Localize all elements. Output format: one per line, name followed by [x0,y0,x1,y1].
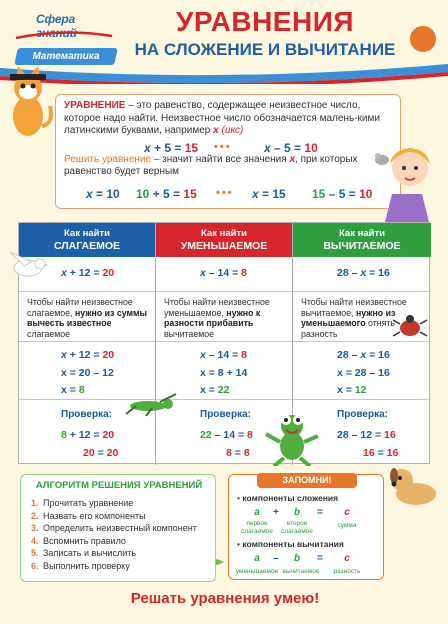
sol2-check-c: 10 [359,187,373,201]
eq2-rest: – 5 = [270,141,305,155]
definition-x-note: (икс) [218,125,244,136]
dots-separator-2: ••• [216,187,234,199]
step-1 [200,349,247,361]
sol2-eq: = 15 [258,187,286,201]
p1b: – 14 = [211,429,248,441]
sol1-check-c: 15 [183,187,197,201]
p1b: + 12 = [66,429,103,441]
p2c: 20 [106,447,119,459]
list-item [31,522,197,535]
s1c: 8 [241,349,248,361]
column-header-subtrahend [293,223,431,257]
addend-b-label: второе слагаемое [281,520,313,535]
minuend-a: a [254,553,260,564]
subtrahend-b: b [293,553,301,564]
rule-a: Чтобы найти неизвестное слагаемое, [27,297,133,318]
step-number: 5. [31,548,39,558]
dots-separator: ••• [214,141,232,153]
p2c: 16 [386,447,399,459]
step-text: Записать и вычислить [43,548,137,558]
step-text: Определить неизвестный компонент [43,523,197,533]
proof-label: Проверка: [61,409,112,420]
swoosh-icon [14,30,114,40]
header-big: СЛАГАЕМОЕ [53,240,121,252]
remember-title: ЗАПОМНИ! [257,473,357,488]
sol2-check-a: 15 [312,187,326,201]
header-wave [0,62,448,84]
sol2-check-b: – 5 = [325,187,360,201]
p2c: 8 [243,447,250,459]
example-equation-2 [264,141,318,155]
definition-body: – это равенство, содержащее неизвестное число, которое надо найти. Неизвестное число обозначается малень-кими латинскими буквами, например [64,100,380,136]
column-header-minuend [156,223,292,257]
eq-x: x [61,267,67,279]
step-number: 1. [31,498,39,508]
plus-sign: + [273,507,279,518]
add-title: компоненты сложения [242,493,339,503]
algorithm-box [20,474,216,582]
solution-2 [252,187,286,201]
solution-1 [86,187,120,201]
subtrahend-label: вычитаемое [282,568,320,575]
proof-2 [363,447,398,459]
list-item [31,547,197,560]
definition-term: УРАВНЕНИЕ [64,100,126,111]
p2b: = [94,447,107,459]
p2b: = [374,447,387,459]
remember-box [228,474,384,580]
algorithm-steps [31,497,197,572]
s1b: x [360,349,367,361]
s1c: = 16 [366,349,390,361]
difference-c: c [344,553,350,564]
bullet: • [237,539,240,549]
sum-c: c [344,507,350,518]
p1a: 28 [337,429,349,441]
solution-2-check [312,187,372,201]
eq1-rest: + 5 = [150,141,185,155]
p2a: 20 [83,447,95,459]
step-number: 6. [31,560,39,571]
sol2-x: x [252,187,259,201]
grasshopper-icon [122,392,178,416]
s3a: x = [200,384,218,396]
eq-end: = 16 [366,267,390,279]
sum-label: сумма [337,522,357,529]
header-big: УМЕНЬШАЕМОЕ [180,240,268,252]
example-equation-1 [144,141,198,155]
sol1-check-b: + 5 = [149,187,184,201]
addend-b: b [293,507,301,518]
example-equation [337,267,390,279]
sol1-x: x [86,187,93,201]
rule-b: нужно из суммы вычесть известное [27,307,148,328]
equals-sign-2: = [317,553,323,564]
definition-text [64,100,382,138]
s1b: + 12 = [66,349,103,361]
s1a: x [61,349,67,361]
addend-a: a [254,507,260,518]
p1a: 8 [61,429,67,441]
p2a: 16 [363,447,375,459]
addition-components-title [237,493,338,503]
addend-a-label: первое слагаемое [241,520,273,535]
s1a: 28 – [337,349,361,361]
list-item [31,535,197,548]
rule-c: слагаемое [27,328,71,339]
brand-name: Сфера знаний [36,12,77,40]
girl-icon [370,134,444,230]
equals-sign: = [317,507,323,518]
header-small: Как найти [339,228,385,239]
p1c: 20 [102,429,115,441]
step-text: Прочитать уравнение [43,498,134,508]
frog-icon [264,410,320,466]
sol1-check-a: 10 [136,187,150,201]
rules-table [18,222,430,464]
sol1-eq: = 10 [92,187,120,201]
eq-a: 28 – [337,267,361,279]
dog-icon [386,462,444,508]
rule-text [27,297,151,339]
bullet: • [237,493,240,503]
footer-slogan: Решать уравнения умею! [130,590,320,607]
eq2-value: 10 [304,141,318,155]
solve-definition [64,154,382,178]
s3b: 22 [217,384,230,396]
proof-label: Проверка: [337,409,388,420]
rule-b: нужно к разности прибавить [164,307,261,328]
publisher-logo-icon [410,26,436,52]
proof-2 [83,447,118,459]
rule-c: вычитаемое [164,328,215,339]
page-subtitle: НА СЛОЖЕНИЕ И ВЫЧИТАНИЕ [134,40,396,59]
eq-x: x [360,267,367,279]
sub-title: компоненты вычитания [242,539,344,549]
subject-tag [14,48,118,65]
proof-2 [226,447,250,459]
eq-mid: – 14 = [205,267,242,279]
p2b: = [231,447,244,459]
step-number: 4. [31,535,39,546]
p1a: 22 [200,429,212,441]
list-item [31,497,197,510]
step-2: x = 8 + 14 [200,367,248,379]
step-1 [337,349,390,361]
step-3 [200,384,230,396]
eq1-x: x [144,141,151,155]
eq-end: 8 [241,267,248,279]
step-text: Выполнить проверку [43,560,130,571]
solve-x: x [289,154,296,165]
header-small: Как найти [201,228,247,239]
proof-label: Проверка: [200,409,251,420]
step-1 [61,349,114,361]
brand-logo [14,4,102,42]
step-2: x = 28 – 16 [337,367,390,379]
p1c: 8 [247,429,253,441]
step-text: Вспомнить правило [43,535,126,546]
solution-1-check [136,187,197,201]
step-text: Назвать его компоненты [43,510,146,521]
p1b: – 12 = [348,429,385,441]
eq-x: x [200,267,206,279]
subject-label: Математика [32,51,100,62]
solve-text-b: , при которых равенство будет верным [64,154,358,177]
dove-icon [6,248,48,282]
eq-mid: + 12 = [66,267,103,279]
s1a: x [200,349,206,361]
header-small: Как найти [64,228,110,239]
proof-1 [200,429,253,441]
s1b: – 14 = [205,349,242,361]
eq-end: 20 [102,267,115,279]
beetle-icon [392,314,428,340]
s3b: 12 [354,384,367,396]
step-number: 3. [31,523,39,533]
eq2-x: x [264,141,271,155]
example-equation [200,267,247,279]
step-2: x = 20 – 12 [61,367,114,379]
s1c: 20 [102,349,115,361]
list-item [31,560,197,573]
example-equation [61,267,114,279]
s3a: x = [337,384,355,396]
definition-x: x [213,125,219,136]
definition-box [55,94,401,209]
proof-1 [61,429,114,441]
s3a: x = [61,384,79,396]
header-big: ВЫЧИТАЕМОЕ [323,240,401,252]
difference-label: разность [333,568,361,575]
step-3 [61,384,85,396]
subtraction-components-title [237,539,344,549]
eq1-value: 15 [184,141,199,155]
p2a: 8 [226,447,232,459]
minuend-label: уменьшаемое [235,568,279,575]
solve-term: Решить уравнение [64,154,152,165]
algorithm-title: АЛГОРИТМ РЕШЕНИЯ УРАВНЕНИЙ [35,480,203,491]
list-item [31,510,197,523]
rule-a: Чтобы найти неизвестное уменьшаемое, [164,297,270,318]
cat-icon [4,66,54,140]
minus-sign: – [273,553,279,564]
rule-b: нужно из уменьшаемого [301,307,396,328]
page-title: УРАВНЕНИЯ [176,6,354,37]
step-3 [337,384,367,396]
rule-text [164,297,288,339]
solve-text-a: – значит найти все значения [151,154,290,165]
s3b: 8 [78,384,85,396]
rule-a: Чтобы найти неизвестное вычитаемое, [301,297,407,318]
p1c: 16 [384,429,396,441]
step-number: 2. [31,510,39,521]
proof-1 [337,429,396,441]
rule-c: отнять разность [301,318,395,339]
